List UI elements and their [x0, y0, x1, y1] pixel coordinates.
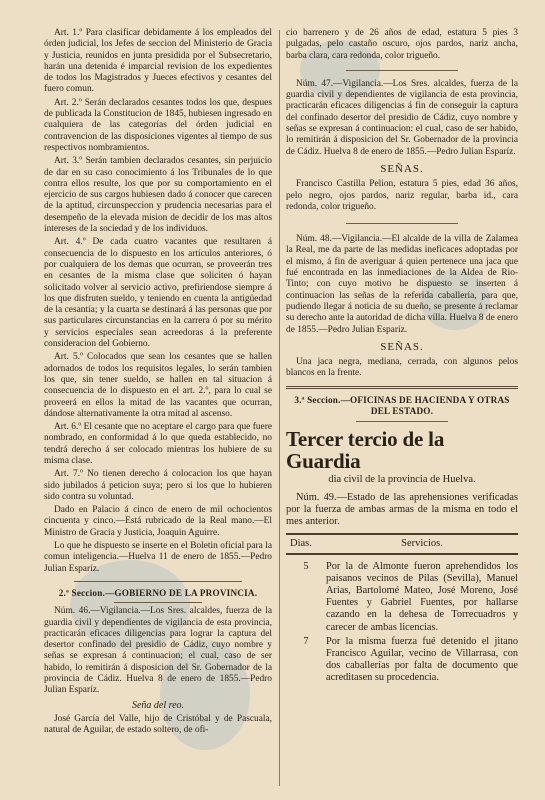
decree-insert-note: Lo que he dispuesto se inserte en el Boletin oficial para la comun inteligencia.—Huelva 11 de enero de 1855.—Pedro Julian Esparíz.	[44, 541, 272, 574]
servicios-header: Servicios.	[401, 538, 443, 550]
services-table-header	[286, 533, 518, 554]
guardia-civil-subtitle: dia civil de la provincia de Huelva.	[328, 474, 476, 486]
article-7: Art. 7.º No tienen derecho á colocacion los que hayan sido jubilados á peticion suya; pero si los que lo hubieren sido contra su voluntad.	[44, 469, 272, 502]
section-rule	[114, 602, 202, 603]
row-service: Por la misma fuerza fué detenido el jitano Francisco Aguilar, vecino de Villarrasa, con dos caballerías por falta de documento que acreditasen su procedencia.	[326, 635, 518, 684]
section-rule	[346, 70, 458, 71]
section-double-rule	[286, 386, 518, 389]
article-2: Art. 2.º Serán declarados cesantes todos los que, despues de publicada la Constitucion de 1845, hubiesen ingresado en cualquiera de las categorías del órden judicial en contravencion de las disposiciones vigentes al tiempo de sus respectivos nombramientos.	[44, 97, 272, 153]
section-2-title: 2.ª Seccion.—GOBIERNO DE LA PROVINCIA.	[58, 587, 258, 598]
article-3: Art. 3.º Serán tambien declarados cesantes, sin perjuicio de dar en su caso conocimiento á los Tribunales de lo que contra ellos resulte, los que por su comportamiento en el ejercicio de sus cargos hubiesen dado á conocer que carecen de la aptitud, circunspeccion y prudencia necesarias para el desempeño de la elevada mision de decidir de los mas altos intereses de la sociedad y de los individuos.	[44, 156, 272, 235]
article-5: Art. 5.º Colocados que sean los cesantes que se hallen adornados de todos los requisitos legales, lo serán tambien los que, sin tener sueldo, se hallen en tal situacion á consecuencia de lo dispuesto en el art. 2.º, para lo cual se proveerá en ellos la mitad de las vacantes que ocurran, dándose alternativamente la otra mitad al ascenso.	[44, 352, 272, 419]
row-service: Por la de Almonte fueron aprehendidos los paisanos vecinos de Pilas (Sevilla), Manuel Arias, Bartolomé Mateo, José Moreno, José Fuentes y Gabriel Fuentes, por hallarse cazando en la dehesa de Torrecuadros y carecer de ambas licencias.	[326, 560, 518, 633]
article-1: Art. 1.º Para clasificar debidamente á los empleados del órden judicial, los Jefes de seccion del Ministerio de Gracia y Justicia, reunidos en junta presidida por el Subsecretario, harán una detenida é imparcial revision de los expedientes de todos los Magistrados y Jueces efectivos y cesantes del fuero comun.	[44, 28, 272, 95]
dias-header: Dias.	[290, 538, 312, 550]
notice-47: Núm. 47.—Vigilancia.—Los Sres. alcaldes, fuerza de la guardia civil y dependientes de vigilancia de esta provincia, practicarán eficaces diligencias á fin de conseguir la captura del confinado desertor del presidio de Cádiz, cuyo nombre y señas se expresan á continuacion: el cual, caso de ser habido, lo remitirán á disposicion del Sr. Gobernador de la provincia de Cádiz. Huelva 8 de enero de 1855.—Pedro Julian Esparíz.	[286, 78, 518, 157]
right-column	[286, 28, 518, 790]
senal-del-reo-heading: Seña del reo.	[131, 699, 185, 711]
reo-description: José García del Valle, hijo de Cristóbal y de Pascuala, natural de Aguilar, de estado soltero, de ofi-	[44, 713, 272, 736]
decree-date: Dado en Palacio á cinco de enero de mil ochocientos cincuenta y cinco.—Está rubricado de la Real mano.—El Ministro de Gracia y Justicia, Joaquin Aguirre.	[44, 505, 272, 538]
section-rule	[74, 581, 242, 582]
article-4: Art. 4.º De cada cuatro vacantes que resultaren á consecuencia de lo dispuesto en los artículos anteriores, ó por cualquiera de los demas que ocurran, se proveerán tres en cesantes de la misma clase que soliciten ó hayan solicitado volver al servicio activo, prefiriendose siempre á los que disfruten sueldo, y teniendo en cuenta la antigüedad de la cesantía; y la cuarta se destinará á las personas que por sus particulares circunstancias en la carrera ó por su mérito y servicios especiales sean acreedoras á la preferente consideracion del Gobierno.	[44, 237, 272, 350]
section-3-title: 3.ª Seccion.—OFICINAS DE HACIENDA Y OTRAS DEL ESTADO.	[294, 394, 510, 417]
guardia-civil-title: Tercer tercio de la Guardia	[286, 427, 445, 474]
table-row	[286, 561, 518, 634]
row-day: 5	[303, 560, 309, 572]
section-rule	[356, 421, 448, 422]
left-column	[44, 28, 272, 790]
notice-46: Núm. 46.—Vigilancia.—Los Sres. alcaldes, fuerza de la guardia civil y dependientes de vigilancia de esta provincia, practicarán eficaces diligencias para lograr la captura del desertor confinado del presidio de Cádiz, cuyo nombre y señas se expresan á continuacion; el cual, caso de ser habido, lo remitirán á disposicion del Sr. Gobernador de la provincia de Cádiz. Huelva 8 de enero de 1855.—Pedro Julian Esparíz.	[44, 606, 272, 696]
column-divider	[279, 30, 280, 786]
senas-description-2: Una jaca negra, mediana, cerrada, con algunos pelos blancos en la frente.	[286, 357, 518, 379]
senas-heading: SEÑAS.	[380, 340, 424, 353]
estado-49: Núm. 49.—Estado de las aprehensiones verificadas por la fuerza de ambas armas de la misma en todo el mes anterior.	[286, 491, 518, 528]
notice-48: Núm. 48.—Vigilancia.—El alcalde de la villa de Zalamea la Real, me da parte de las medidas ineficaces adoptadas por el mismo, á fin de averiguar á quien pertenece una jaca que fué encontrada en las inmediaciones de la Aldea de Rio-Tinto; con cuyo motivo he dispuesto se inserten á continuacion las señas de la referida caballería, para que, pudiendo llegar á noticia de su dueño, se presente á reclamar su derecho ante la autoridad de dicha villa. Huelva 8 de enero de 1855.—Pedro Julian Esparíz.	[286, 234, 518, 335]
section-rule	[346, 223, 458, 224]
row-day: 7	[303, 635, 309, 647]
table-row	[286, 636, 518, 685]
senas-heading: SEÑAS.	[380, 162, 424, 175]
senas-description-1: Francisco Castilla Pelion, estatura 5 pies, edad 36 años, pelo negro, ojos pardos, nariz regular, barba id., cara redonda, color trigueño.	[286, 179, 518, 212]
reo-description-continued: cio barrenero y de 26 años de edad, estatura 5 pies 3 pulgadas, pelo castaño oscuro, ojos pardos, nariz ancha, barba clara, cara redonda, color trigueño.	[286, 28, 518, 61]
article-6: Art. 6.º El cesante que no aceptare el cargo para que fuere nombrado, en conformidad á lo que queda establecido, no tendrá derecho á ser colocado mientras los hubiere de su misma clase.	[44, 422, 272, 466]
